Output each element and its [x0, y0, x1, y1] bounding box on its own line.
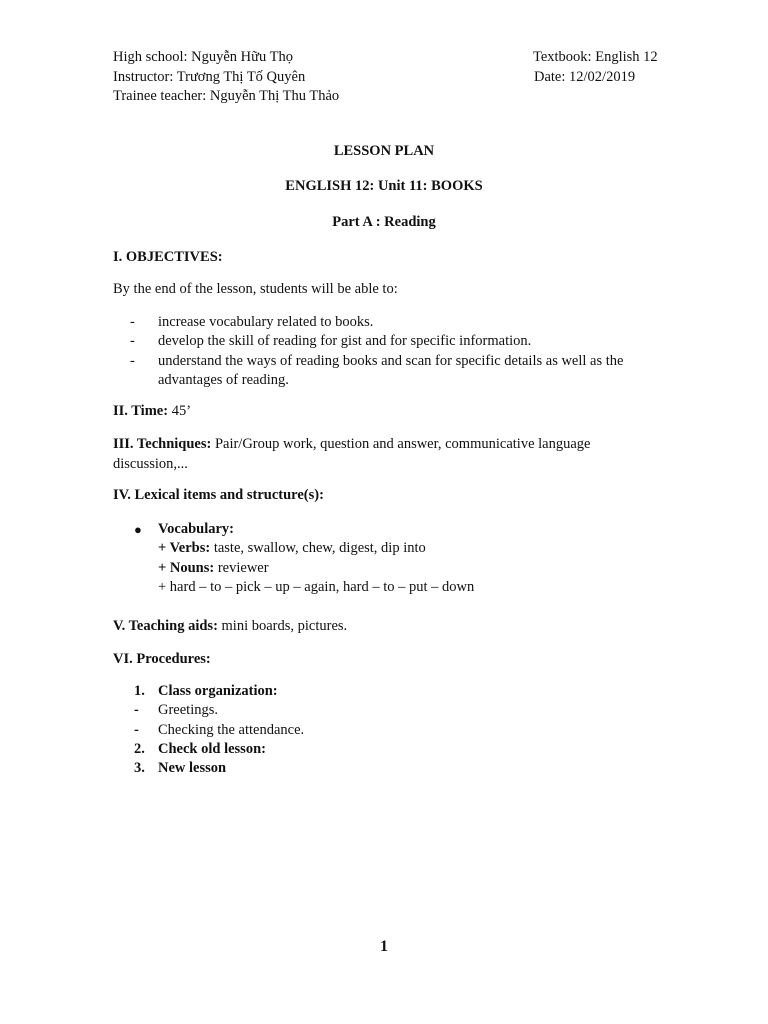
techniques-value: Pair/Group work, question and answer, communicative language discussion,... [113, 436, 591, 472]
instructor-line: Instructor: Trương Thị Tố Quyên [113, 68, 306, 85]
date-line: Date: 12/02/2019 [534, 68, 636, 85]
techniques-line [113, 435, 658, 474]
techniques-label: III. Techniques: [113, 436, 212, 452]
procedures-heading: VI. Procedures: [113, 651, 211, 667]
vocabulary-block [134, 520, 654, 597]
objective-item: - increase vocabulary related to books. [130, 314, 374, 330]
trainee-line: Trainee teacher: Nguyễn Thị Thu Thảo [113, 88, 340, 104]
procedure-item: 1. Class organization: [134, 683, 278, 699]
vocabulary-label: Vocabulary: [158, 521, 234, 537]
time-label: II. Time: [113, 403, 169, 419]
page-title: LESSON PLAN [333, 143, 435, 159]
part-title: Part A : Reading [332, 214, 436, 230]
objectives-list [130, 313, 660, 390]
header-left [113, 48, 339, 107]
procedure-item: 3. New lesson [134, 760, 227, 777]
phrases-line: + hard – to – pick – up – again, hard – to – put – down [158, 578, 475, 595]
header-right [533, 48, 658, 87]
procedures-list [134, 682, 654, 778]
aids-line [113, 618, 673, 635]
textbook-line: Textbook: English 12 [533, 49, 658, 65]
bullet-dot-icon: ● [134, 522, 142, 537]
procedure-item: - Checking the attendance. [134, 721, 305, 738]
aids-label: V. Teaching aids: [113, 618, 218, 634]
nouns-line: + Nouns: reviewer [158, 559, 269, 576]
lexical-heading: IV. Lexical items and structure(s): [113, 487, 324, 503]
procedure-item: 2. Check old lesson: [134, 740, 266, 757]
school-line: High school: Nguyễn Hữu Thọ [113, 49, 293, 65]
verbs-line: + Verbs: taste, swallow, chew, digest, dip into [158, 540, 426, 557]
procedure-item: - Greetings. [134, 702, 218, 719]
unit-title: ENGLISH 12: Unit 11: BOOKS [285, 178, 483, 194]
objective-item: - understand the ways of reading books and scan for specific details as well as the advantages of reading. [130, 352, 624, 388]
aids-value: mini boards, pictures. [217, 618, 348, 634]
time-value: 45’ [168, 403, 192, 419]
objectives-heading: I. OBJECTIVES: [113, 249, 223, 265]
time-line [113, 403, 673, 420]
objectives-intro: By the end of the lesson, students will be able to: [113, 281, 398, 297]
objective-item: - develop the skill of reading for gist and for specific information. [130, 333, 532, 350]
page-number: 1 [380, 938, 388, 955]
